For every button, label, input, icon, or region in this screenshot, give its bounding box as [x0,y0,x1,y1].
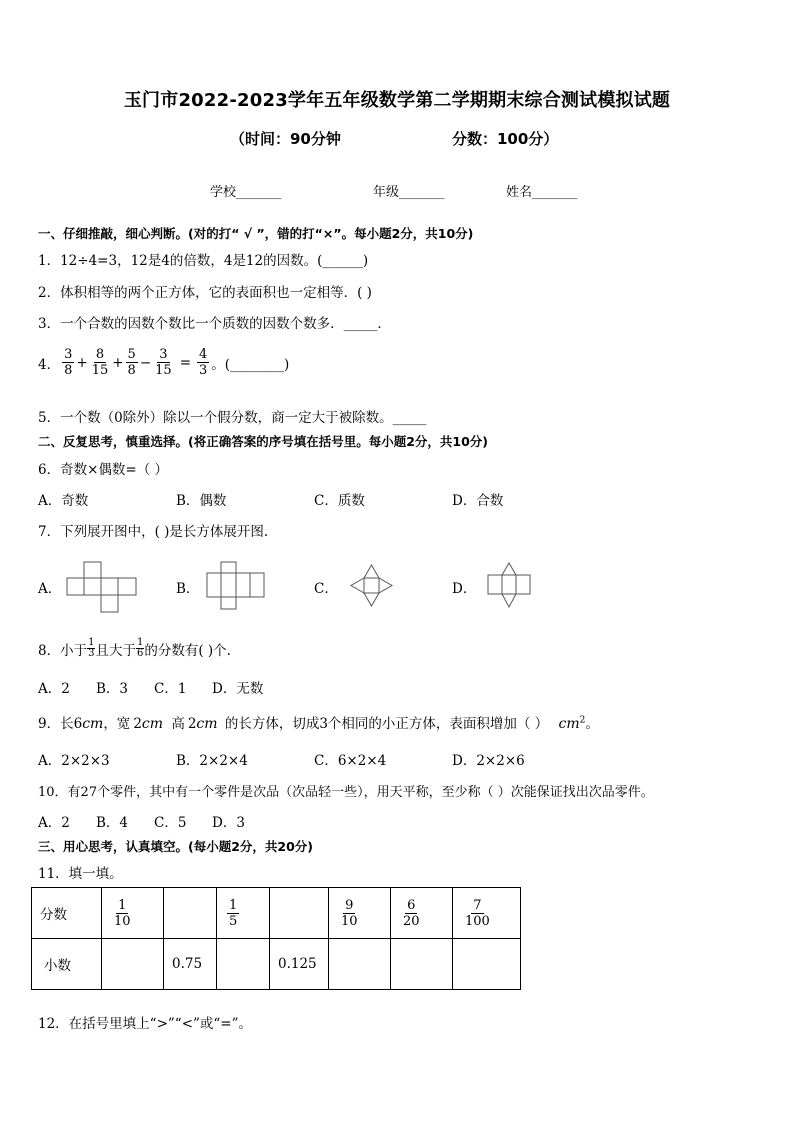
table-cell[interactable] [453,939,521,990]
table-cell[interactable] [102,939,164,990]
table-cell [217,888,270,939]
exam-score: 分数：100分） [452,130,559,148]
question-8 [38,638,231,659]
question-7: 7．下列展开图中，( )是长方体展开图. [38,524,269,540]
table-cell [391,888,453,939]
net-figure-c [349,563,395,609]
school-field: 学校_______ [210,185,282,200]
name-field: 姓名_______ [506,185,578,200]
q6-option-b: B．偶数 [176,493,227,509]
q7-option-b: B． [176,581,200,597]
q9-superscript: 2 [579,715,586,726]
q9-option-d: D．2×2×6 [452,753,525,769]
q9-area-unit: cm [558,716,580,732]
q7-option-d: D． [452,581,477,597]
q4-fraction-5: $\frac{4}{3}$ [199,347,208,378]
q6-option-a: A．奇数 [38,493,89,509]
section2-heading: 二、反复思考，慎重选择。(将正确答案的序号填在括号里。每小题2分，共10分) [38,434,489,449]
q9-text-2: ，宽 [103,716,131,732]
question-10: 10．有27个零件，其中有一个零件是次品（次品轻一些），用天平称，至少称（ ）次能保证找出次品零件。 [38,785,654,800]
q7-option-a: A． [38,581,62,597]
row-label-decimal: 小数 [32,939,102,990]
table-row-fractions [32,888,521,939]
q9-end: 。 [585,716,599,732]
net-figure-a [66,561,138,613]
table-cell[interactable] [391,939,453,990]
q8-prefix: 8．小于 [38,642,88,659]
q9-option-b: B．2×2×4 [176,753,248,769]
q9-height: 2 [187,716,197,732]
fraction-decimal-table [31,887,521,990]
q6-option-c: C．质数 [314,493,365,509]
table-cell[interactable] [217,939,270,990]
q9-text-1: 9．长 [38,716,74,732]
fraction: $\frac{1}{10}$ [114,897,131,929]
q8-fraction-2: $\frac{1}{6}$ [136,637,144,659]
page-title: 玉门市2022-2023学年五年级数学第二学期期末综合测试模拟试题 [123,90,671,111]
table-cell: 0.75 [164,939,217,990]
question-2: 2．体积相等的两个正方体，它的表面积也一定相等．( ) [38,285,372,301]
q9-unit-1: cm [82,716,104,732]
q7-option-c: C． [314,581,338,597]
question-9 [38,712,599,732]
table-cell[interactable] [164,888,217,939]
q4-operator-3: − [139,354,152,371]
table-cell [102,888,164,939]
q9-text-4: 的长方体，切成3个相同的小正方体，表面积增加（ ） [224,716,549,732]
fraction: $\frac{9}{10}$ [341,897,358,929]
q8-fraction-1: $\frac{1}{3}$ [88,637,95,659]
q8-option-b: B．3 [96,681,129,697]
exam-time: （时间：90分钟 [230,130,341,148]
q6-option-d: D．合数 [452,493,504,509]
row-label-fraction: 分数 [32,888,102,939]
q4-operator-2: + [112,354,124,371]
q4-suffix: 。(________) [211,356,290,373]
question-3: 3．一个合数的因数个数比一个质数的因数个数多．_____． [38,316,391,332]
q10-option-a: A．2 [38,815,70,831]
q4-operator-1: + [76,354,88,371]
q9-option-c: C．6×2×4 [314,753,387,769]
question-11: 11．填一填。 [38,866,123,882]
q10-option-c: C．5 [154,815,187,831]
net-figure-b [206,561,266,611]
section1-heading: 一、仔细推敲，细心判断。(对的打“ √ ”，错的打“×”。每小题2分，共10分) [38,226,474,241]
q4-fraction-2: $\frac{8}{15}$ [91,347,109,378]
table-cell[interactable] [270,888,329,939]
q10-option-b: B．4 [96,815,129,831]
q9-width: 2 [133,716,142,732]
q8-option-d: D．无数 [212,681,264,697]
fraction: $\frac{1}{5}$ [229,897,238,929]
q10-option-d: D．3 [212,815,245,831]
question-12: 12．在括号里填上“>”“<”或“=”。 [38,1016,253,1032]
net-figure-d [486,561,532,609]
table-row-decimals [32,939,521,990]
section3-heading: 三、用心思考，认真填空。(每小题2分，共20分) [38,839,314,854]
q9-unit-3: cm [196,716,218,732]
q9-option-a: A．2×2×3 [38,753,110,769]
grade-field: 年级_______ [373,185,445,200]
question-4 [38,347,289,378]
q8-suffix: 的分数有( )个. [144,642,231,659]
table-cell [453,888,521,939]
table-cell[interactable] [329,939,391,990]
q4-prefix: 4． [38,356,61,373]
table-cell: 0.125 [270,939,329,990]
q9-text-3: 高 [171,716,185,732]
q9-length: 6 [73,716,83,732]
q8-option-a: A．2 [38,681,70,697]
question-1: 1．12÷4=3，12是4的倍数，4是12的因数。(______) [38,253,369,269]
q4-fraction-1: $\frac{3}{8}$ [64,347,73,378]
fraction: $\frac{7}{100}$ [465,897,490,929]
question-5: 5．一个数（0除外）除以一个假分数，商一定大于被除数。_____ [38,410,427,426]
q8-mid: 且大于 [95,642,136,659]
question-6: 6．奇数×偶数=（ ） [38,462,169,478]
q9-unit-2: cm [141,716,164,732]
fraction: $\frac{6}{20}$ [403,897,420,929]
q4-equals: = [179,354,191,371]
table-cell [329,888,391,939]
q4-fraction-3: $\frac{5}{8}$ [127,347,136,378]
q8-option-c: C．1 [154,681,187,697]
q4-fraction-4: $\frac{3}{15}$ [155,347,172,378]
